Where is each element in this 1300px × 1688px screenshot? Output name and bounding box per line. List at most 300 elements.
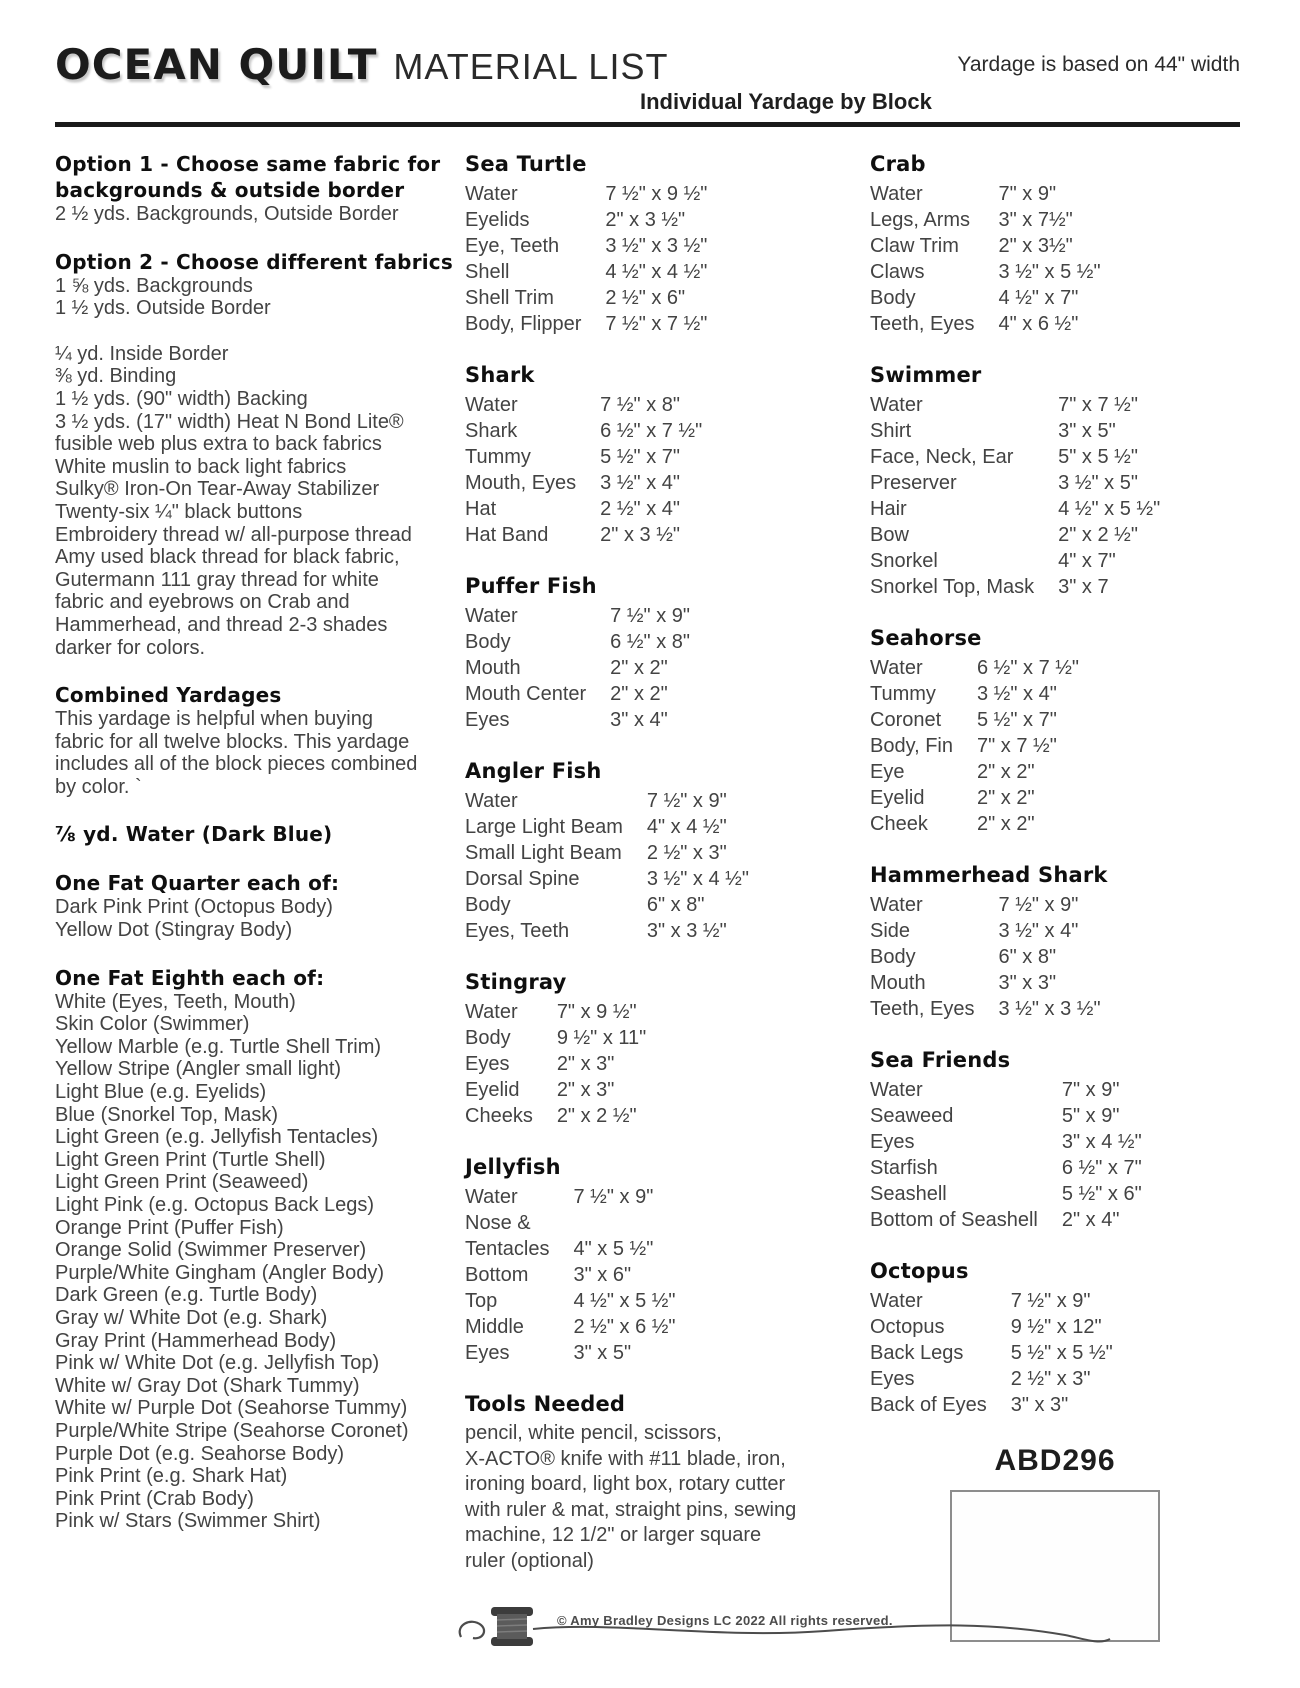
section-heading: Option 2 - Choose different fabrics [55, 249, 453, 274]
piece-label: Top [465, 1290, 498, 1312]
text-section [55, 821, 465, 847]
piece-label: Legs, Arms [870, 209, 971, 231]
piece-label: Eyes, Teeth [465, 920, 570, 942]
tools-line: with ruler & mat, straight pins, sewing [465, 1498, 797, 1521]
piece-size: 4" x 5 ½" [573, 1238, 654, 1260]
piece-size: 7" x 9" [998, 183, 1057, 205]
section-heading: Option 1 - Choose same fabric for [55, 152, 441, 176]
piece-size: 3 ½" x 3 ½" [998, 998, 1101, 1020]
piece-label: Body [465, 894, 511, 916]
yardage-block [870, 1258, 1230, 1418]
section-line: Blue (Snorkel Top, Mask) [55, 1103, 279, 1126]
piece-size: 3" x 3 ½" [646, 920, 727, 942]
piece-size: 9 ½" x 11" [556, 1027, 647, 1049]
section-line: White (Eyes, Teeth, Mouth) [55, 990, 296, 1013]
piece-size: 2" x 2 ½" [1058, 524, 1138, 546]
block-size-table [870, 655, 1079, 837]
piece-row [465, 999, 646, 1025]
piece-row [465, 918, 749, 944]
piece-label: Small Light Beam [465, 842, 622, 864]
block-heading: Puffer Fish [465, 574, 597, 598]
piece-label: Bow [870, 524, 909, 546]
piece-label: Body [870, 287, 916, 309]
piece-size: 2 ½" x 3" [646, 842, 727, 864]
piece-size: 6" x 8" [998, 946, 1057, 968]
piece-row [465, 629, 690, 655]
piece-row [465, 444, 702, 470]
piece-size: 5 ½" x 5 ½" [1010, 1342, 1113, 1364]
block-heading: Crab [870, 152, 926, 176]
piece-label: Snorkel Top, Mask [870, 576, 1035, 598]
piece-size: 4 ½" x 5 ½" [1058, 498, 1161, 520]
piece-label: Water [465, 790, 518, 812]
piece-row [870, 759, 1079, 785]
piece-label: Preserver [870, 472, 957, 494]
piece-row [465, 181, 707, 207]
piece-size: 2" x 2" [977, 787, 1035, 809]
piece-label: Octopus [870, 1316, 945, 1338]
copyright-strip [465, 1599, 1125, 1659]
block-size-table [465, 181, 707, 337]
piece-label: Starfish [870, 1157, 938, 1179]
piece-size: 4" x 6 ½" [998, 313, 1079, 335]
piece-row [870, 392, 1160, 418]
piece-label: Body, Fin [870, 735, 953, 757]
text-section-lines [55, 896, 465, 941]
yardage-block [465, 362, 870, 548]
text-section [55, 249, 465, 320]
piece-label: Mouth [870, 972, 926, 994]
section-line: Light Green (e.g. Jellyfish Tentacles) [55, 1126, 379, 1149]
column-general-materials [55, 151, 465, 1659]
piece-size: 3" x 4 ½" [1061, 1131, 1142, 1153]
piece-row [465, 1051, 646, 1077]
piece-size: 4 ½" x 7" [998, 287, 1079, 309]
section-line: 1 ½ yds. Outside Border [55, 297, 271, 320]
piece-row [465, 681, 690, 707]
text-section-headings [55, 821, 465, 847]
piece-row [465, 1103, 646, 1129]
header-divider [55, 122, 1240, 127]
block-size-table [465, 788, 749, 944]
piece-size: 7" x 7 ½" [1058, 394, 1138, 416]
piece-label: Water [465, 1186, 518, 1208]
piece-label: Water [870, 894, 923, 916]
piece-label: Teeth, Eyes [870, 313, 975, 335]
piece-size: 5" x 9" [1061, 1105, 1120, 1127]
section-line: Dark Pink Print (Octopus Body) [55, 896, 333, 919]
piece-label: Back Legs [870, 1342, 964, 1364]
page-title-script: OCEAN QUILT [55, 40, 378, 89]
piece-row [870, 918, 1101, 944]
tools-line: pencil, white pencil, scissors, [465, 1422, 722, 1444]
piece-label: Water [870, 183, 923, 205]
piece-size: 2" x 3" [556, 1053, 615, 1075]
section-line: Orange Solid (Swimmer Preserver) [55, 1239, 367, 1262]
section-line: 3 ½ yds. (17" width) Heat N Bond Lite® [55, 410, 404, 433]
piece-row [870, 944, 1101, 970]
piece-size: 2" x 2" [610, 683, 668, 705]
block-size-table [465, 392, 702, 548]
block-size-table [465, 999, 646, 1129]
piece-row [465, 892, 749, 918]
block-size-table [870, 181, 1101, 337]
section-line: by color. ` [55, 775, 142, 798]
piece-size: 2 ½" x 3" [1010, 1368, 1091, 1390]
piece-size: 5 ½" x 7" [600, 446, 680, 468]
block-heading: Sea Friends [870, 1048, 1011, 1072]
block-heading: Sea Turtle [465, 152, 587, 176]
piece-row [870, 1288, 1113, 1314]
piece-row [870, 259, 1101, 285]
piece-size: 7 ½" x 9" [573, 1186, 654, 1208]
piece-size: 7 ½" x 8" [600, 394, 680, 416]
piece-size: 3 ½" x 5 ½" [998, 261, 1101, 283]
yardage-block [870, 151, 1230, 337]
piece-label: Eye, Teeth [465, 235, 560, 257]
piece-row [870, 1340, 1113, 1366]
section-line: Purple Dot (e.g. Seahorse Body) [55, 1442, 345, 1465]
piece-label: Eyelids [465, 209, 530, 231]
section-line: Yellow Dot (Stingray Body) [55, 919, 293, 942]
piece-size: 5 ½" x 7" [977, 709, 1057, 731]
piece-size: 3 ½" x 4" [977, 683, 1057, 705]
piece-size: 2 ½" x 6" [605, 287, 686, 309]
section-line: ⅜ yd. Binding [55, 365, 177, 388]
piece-row [465, 840, 749, 866]
piece-row [870, 1181, 1142, 1207]
piece-size: 3" x 5" [1058, 420, 1116, 442]
piece-row [465, 1236, 676, 1262]
piece-label: Eyes [465, 1053, 510, 1075]
block-heading: Hammerhead Shark [870, 863, 1108, 887]
piece-row [465, 655, 690, 681]
piece-size: 3 ½" x 4 ½" [646, 868, 749, 890]
piece-row [465, 1288, 676, 1314]
piece-size: 7 ½" x 9" [998, 894, 1079, 916]
piece-label: Side [870, 920, 911, 942]
text-section [55, 965, 465, 1533]
section-line: Yellow Stripe (Angler small light) [55, 1058, 342, 1081]
yardage-block [870, 625, 1230, 837]
piece-label: Cheeks [465, 1105, 533, 1127]
piece-label: Tummy [870, 683, 936, 705]
piece-row [465, 470, 702, 496]
piece-size: 3" x 4" [610, 709, 668, 731]
piece-row [870, 548, 1160, 574]
page-header [55, 40, 1240, 127]
text-section [55, 151, 465, 226]
piece-label: Bottom [465, 1264, 529, 1286]
piece-label: Middle [465, 1316, 524, 1338]
piece-size: 2" x 4" [1061, 1209, 1120, 1231]
section-line: includes all of the block pieces combined [55, 753, 418, 776]
section-line: Gray Print (Hammerhead Body) [55, 1329, 337, 1352]
piece-size: 7 ½" x 9" [1010, 1290, 1091, 1312]
tools-line: X-ACTO® knife with #11 blade, iron, [465, 1447, 786, 1470]
piece-row [870, 655, 1079, 681]
piece-row [465, 311, 707, 337]
piece-row [870, 1103, 1142, 1129]
piece-label: Water [870, 1290, 923, 1312]
piece-size: 2 ½" x 6 ½" [573, 1316, 676, 1338]
piece-label: Face, Neck, Ear [870, 446, 1014, 468]
pattern-code: ABD296 [994, 1444, 1116, 1477]
piece-label: Cheek [870, 813, 928, 835]
piece-row [465, 259, 707, 285]
piece-label: Teeth, Eyes [870, 998, 975, 1020]
piece-size: 5 ½" x 6" [1061, 1183, 1142, 1205]
piece-row [465, 392, 702, 418]
piece-row [870, 418, 1160, 444]
section-line: Yellow Marble (e.g. Turtle Shell Trim) [55, 1035, 382, 1058]
section-line: Orange Print (Puffer Fish) [55, 1216, 284, 1239]
page-subtitle: Individual Yardage by Block [640, 89, 932, 114]
yardage-block [870, 862, 1230, 1022]
piece-row [465, 285, 707, 311]
piece-row [870, 1392, 1113, 1418]
piece-row [870, 574, 1160, 600]
piece-row [870, 892, 1101, 918]
section-line: Gutermann 111 gray thread for white [55, 568, 379, 591]
piece-size: 3" x 7 [1058, 576, 1109, 598]
section-line: Twenty-six ¼" black buttons [55, 500, 303, 523]
piece-row [465, 1025, 646, 1051]
yardage-block [870, 1047, 1230, 1233]
piece-row [870, 285, 1101, 311]
right-block-list [870, 151, 1230, 1418]
piece-label: Nose & [465, 1212, 531, 1234]
piece-label: Water [465, 605, 518, 627]
tools-line: ruler (optional) [465, 1549, 594, 1572]
thread-spool-icon [455, 1599, 1115, 1657]
piece-label: Shark [465, 420, 518, 442]
section-line: Amy used black thread for black fabric, [55, 546, 400, 569]
piece-size: 7" x 9 ½" [556, 1001, 637, 1023]
section-line: Pink w/ Stars (Swimmer Shirt) [55, 1510, 321, 1533]
piece-label: Water [870, 657, 923, 679]
piece-label: Hat Band [465, 524, 549, 546]
piece-label: Claws [870, 261, 925, 283]
section-line: darker for colors. [55, 636, 206, 659]
piece-label: Body [465, 1027, 511, 1049]
piece-size: 2" x 2 ½" [556, 1105, 637, 1127]
piece-row [870, 207, 1101, 233]
piece-row [870, 181, 1101, 207]
section-heading: backgrounds & outside border [55, 178, 405, 202]
block-size-table [465, 1184, 676, 1366]
section-heading: One Fat Eighth each of: [55, 965, 325, 990]
piece-row [465, 814, 749, 840]
text-section-lines [55, 275, 465, 320]
piece-label: Mouth [465, 657, 521, 679]
section-line: White w/ Gray Dot (Shark Tummy) [55, 1374, 360, 1397]
piece-size: 6 ½" x 7 ½" [977, 657, 1080, 679]
yardage-note: Yardage is based on 44" width [957, 53, 1240, 76]
block-heading: Octopus [870, 1259, 969, 1283]
piece-size: 5" x 5 ½" [1058, 446, 1138, 468]
piece-label: Mouth Center [465, 683, 587, 705]
section-heading: One Fat Quarter each of: [55, 871, 340, 896]
block-heading: Angler Fish [465, 759, 602, 783]
piece-label: Bottom of Seashell [870, 1209, 1038, 1231]
piece-label: Water [465, 394, 518, 416]
section-heading: Combined Yardages [55, 683, 282, 708]
section-line: fabric for all twelve blocks. This yardage [55, 730, 410, 753]
text-section-headings [55, 249, 465, 275]
piece-row [465, 1077, 646, 1103]
text-section-headings [55, 682, 465, 708]
text-section-headings [55, 965, 465, 991]
yardage-block [465, 1154, 870, 1366]
piece-row [465, 1184, 676, 1210]
piece-label: Hat [465, 498, 497, 520]
piece-size: 6 ½" x 8" [610, 631, 690, 653]
block-size-table [465, 603, 690, 733]
piece-row [870, 1077, 1142, 1103]
piece-size: 3" x 3" [1010, 1394, 1069, 1416]
piece-label: Seashell [870, 1183, 947, 1205]
piece-label: Eyes [870, 1131, 915, 1153]
piece-size: 3" x 7½" [998, 209, 1073, 231]
block-size-table [870, 1288, 1113, 1418]
piece-size: 7" x 9" [1061, 1079, 1120, 1101]
piece-row [870, 1366, 1113, 1392]
piece-row [870, 1155, 1142, 1181]
piece-size: 3 ½" x 3 ½" [605, 235, 708, 257]
piece-row [465, 418, 702, 444]
piece-label: Seaweed [870, 1105, 954, 1127]
piece-size: 3 ½" x 4" [600, 472, 680, 494]
text-section-lines [55, 991, 465, 1533]
piece-row [870, 785, 1079, 811]
tools-line: ironing board, light box, rotary cutter [465, 1473, 786, 1495]
piece-row [870, 681, 1079, 707]
text-section-headings [55, 151, 465, 203]
piece-size: 3" x 6" [573, 1264, 632, 1286]
piece-size: 2" x 2" [977, 813, 1035, 835]
piece-row [870, 470, 1160, 496]
piece-size: 7 ½" x 9" [646, 790, 727, 812]
block-heading: Seahorse [870, 626, 982, 650]
section-line: 2 ½ yds. Backgrounds, Outside Border [55, 203, 399, 225]
piece-size [574, 1210, 676, 1236]
piece-row [465, 522, 702, 548]
section-line: Gray w/ White Dot (e.g. Shark) [55, 1306, 328, 1329]
column-blocks-2 [870, 151, 1230, 1659]
piece-row [465, 496, 702, 522]
piece-label: Eye [870, 761, 905, 783]
yardage-block [465, 151, 870, 337]
section-line: ¼ yd. Inside Border [55, 342, 229, 365]
piece-size: 4" x 4 ½" [646, 816, 727, 838]
block-heading: Jellyfish [465, 1155, 561, 1179]
section-line: Light Green Print (Turtle Shell) [55, 1148, 326, 1171]
piece-row [870, 811, 1079, 837]
section-line: 1 ⅝ yds. Backgrounds [55, 274, 253, 297]
block-size-table [870, 1077, 1142, 1233]
piece-label: Mouth, Eyes [465, 472, 577, 494]
piece-label: Hair [870, 498, 907, 520]
piece-size: 2" x 2" [610, 657, 668, 679]
section-line: Light Pink (e.g. Octopus Back Legs) [55, 1194, 375, 1216]
piece-row [465, 707, 690, 733]
piece-row [465, 1314, 676, 1340]
section-line: This yardage is helpful when buying [55, 708, 373, 731]
piece-size: 6" x 8" [646, 894, 705, 916]
piece-row [465, 788, 749, 814]
piece-row [870, 496, 1160, 522]
piece-size: 7" x 7 ½" [977, 735, 1057, 757]
content-columns [55, 151, 1240, 1659]
section-line: White muslin to back light fabrics [55, 455, 347, 478]
text-section-lines [55, 203, 465, 226]
tools-line: machine, 12 1/2" or larger square [465, 1524, 762, 1546]
section-line: Skin Color (Swimmer) [55, 1013, 250, 1036]
piece-size: 7 ½" x 7 ½" [605, 313, 708, 335]
section-line: Hammerhead, and thread 2-3 shades [55, 613, 388, 636]
text-section [55, 682, 465, 798]
piece-size: 3 ½" x 4" [998, 920, 1079, 942]
section-line: Dark Green (e.g. Turtle Body) [55, 1284, 318, 1307]
yardage-block [465, 573, 870, 733]
piece-row [465, 233, 707, 259]
section-line: Light Blue (e.g. Eyelids) [55, 1081, 267, 1104]
block-heading: Shark [465, 363, 535, 387]
text-section [55, 870, 465, 941]
piece-size: 9 ½" x 12" [1010, 1316, 1102, 1338]
page-title: MATERIAL LIST [393, 46, 669, 87]
piece-size: 3" x 5" [573, 1342, 632, 1364]
yardage-block [465, 758, 870, 944]
piece-size: 2" x 3 ½" [605, 209, 686, 231]
piece-label: Dorsal Spine [465, 868, 580, 890]
section-line: 1 ½ yds. (90" width) Backing [55, 387, 308, 410]
piece-size: 2" x 3" [556, 1079, 615, 1101]
piece-row [870, 522, 1160, 548]
text-section [55, 343, 465, 659]
piece-size: 7 ½" x 9" [610, 605, 690, 627]
piece-row [465, 1340, 676, 1366]
section-line: Light Green Print (Seaweed) [55, 1171, 309, 1194]
piece-label: Water [870, 1079, 923, 1101]
piece-size: 3" x 3" [998, 972, 1057, 994]
block-heading: Swimmer [870, 363, 982, 387]
piece-row [465, 866, 749, 892]
block-size-table [870, 892, 1101, 1022]
section-line: Pink Print (Crab Body) [55, 1487, 254, 1510]
piece-label: Eyes [465, 709, 510, 731]
tools-heading: Tools Needed [465, 1392, 626, 1416]
piece-row [465, 1262, 676, 1288]
section-line: Purple/White Stripe (Seahorse Coronet) [55, 1419, 409, 1442]
piece-row [870, 970, 1101, 996]
piece-label: Water [465, 1001, 518, 1023]
yardage-block [465, 969, 870, 1129]
piece-label: Tentacles [465, 1238, 550, 1260]
section-line: Purple/White Gingham (Angler Body) [55, 1261, 385, 1284]
section-line: Pink w/ White Dot (e.g. Jellyfish Top) [55, 1352, 380, 1375]
text-section-lines [55, 343, 465, 659]
middle-block-list [465, 151, 870, 1366]
section-line: fabric and eyebrows on Crab and [55, 591, 350, 614]
piece-label: Tummy [465, 446, 531, 468]
piece-label: Large Light Beam [465, 816, 623, 838]
piece-row [465, 603, 690, 629]
piece-size: 4 ½" x 5 ½" [573, 1290, 676, 1312]
piece-row [465, 207, 707, 233]
section-line: Sulky® Iron-On Tear-Away Stabilizer [55, 478, 380, 501]
